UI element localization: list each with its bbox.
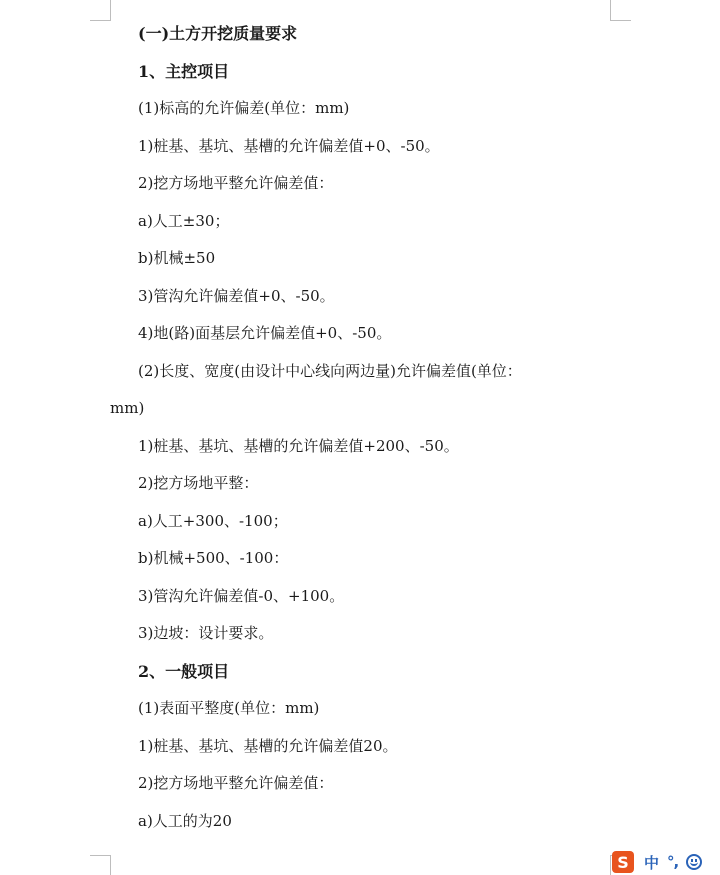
paragraph: a)人工±30； <box>138 211 230 230</box>
paragraph: (1)标高的允许偏差(单位：mm) <box>138 99 350 117</box>
sogou-logo-icon[interactable]: S <box>612 851 634 873</box>
paragraph-continuation: mm) <box>110 399 145 417</box>
subsection-heading: 2、一般项目 <box>138 661 230 681</box>
crop-mark-top-right <box>610 0 631 21</box>
paragraph: 1)桩基、基坑、基槽的允许偏差值20。 <box>138 736 398 755</box>
smiley-icon[interactable] <box>686 854 702 870</box>
paragraph: 1)桩基、基坑、基槽的允许偏差值+0、-50。 <box>138 136 440 155</box>
ime-language-toggle[interactable]: 中 <box>644 853 660 872</box>
paragraph: 2)挖方场地平整允许偏差值： <box>138 774 334 792</box>
document-body[interactable] <box>110 15 610 840</box>
section-heading: (一)土方开挖质量要求 <box>138 24 298 43</box>
paragraph: (1)表面平整度(单位：mm) <box>138 699 320 717</box>
paragraph: 2)挖方场地平整： <box>138 474 259 492</box>
paragraph: a)人工+300、-100； <box>138 511 288 530</box>
paragraph: (2)长度、宽度(由设计中心线向两边量)允许偏差值(单位： <box>138 361 522 380</box>
subsection-heading: 1、主控项目 <box>138 61 230 81</box>
paragraph: a)人工的为20 <box>138 811 232 830</box>
paragraph: 4)地(路)面基层允许偏差值+0、-50。 <box>138 324 392 342</box>
paragraph: 3)管沟允许偏差值+0、-50。 <box>138 286 335 305</box>
ime-toolbar[interactable] <box>612 849 720 875</box>
paragraph: 1)桩基、基坑、基槽的允许偏差值+200、-50。 <box>138 436 459 455</box>
ime-punctuation-toggle[interactable]: °, <box>667 853 679 871</box>
paragraph: 3)管沟允许偏差值-0、+100。 <box>138 586 345 605</box>
crop-mark-bottom-left <box>90 855 111 875</box>
crop-mark-top-left <box>90 0 111 21</box>
paragraph: 2)挖方场地平整允许偏差值： <box>138 174 334 192</box>
paragraph: b)机械±50 <box>138 249 216 267</box>
paragraph: b)机械+500、-100： <box>138 549 289 567</box>
paragraph: 3)边坡：设计要求。 <box>138 624 274 642</box>
